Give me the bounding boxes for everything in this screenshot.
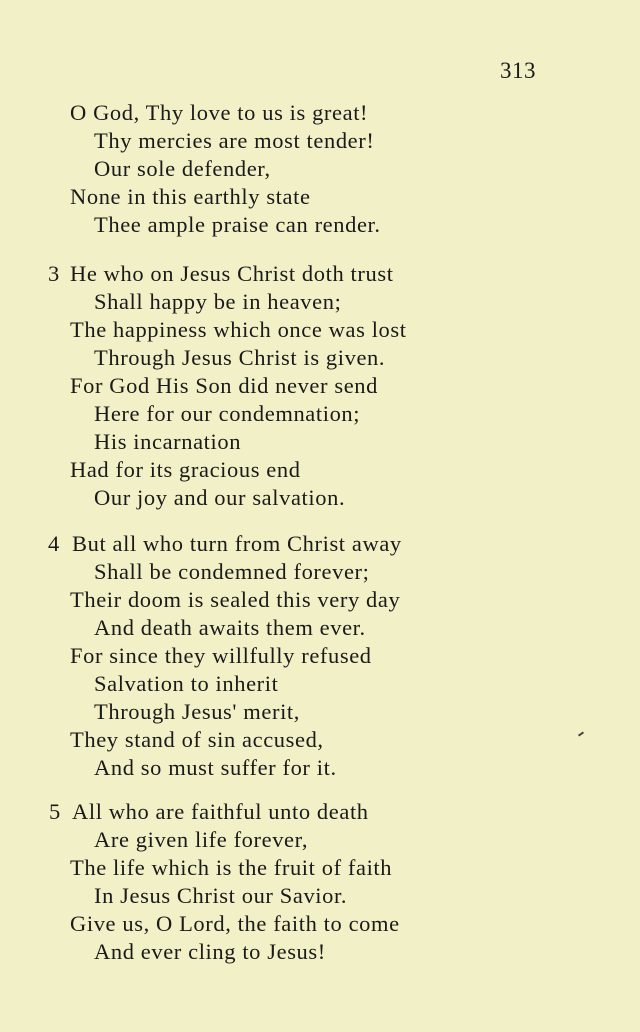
hymn-line: Our joy and our salvation. — [94, 485, 346, 510]
hymn-line: For since they willfully refused — [70, 643, 372, 668]
hymn-line: Are given life forever, — [94, 827, 309, 852]
hymn-line: Salvation to inherit — [94, 671, 279, 696]
hymn-line: Their doom is sealed this very day — [70, 587, 401, 612]
hymn-line: He who on Jesus Christ doth trust — [70, 261, 394, 286]
hymn-line: His incarnation — [94, 429, 242, 454]
hymn-line: O God, Thy love to us is great! — [70, 100, 369, 125]
hymn-line: And so must suffer for it. — [94, 755, 337, 780]
hymn-line: Thee ample praise can render. — [94, 212, 381, 237]
hymn-line: And death awaits them ever. — [94, 615, 366, 640]
hymn-line: And ever cling to Jesus! — [94, 939, 326, 964]
hymn-line: Shall happy be in heaven; — [94, 289, 342, 314]
hymn-line: None in this earthly state — [70, 184, 311, 209]
hymn-line: All who are faithful unto death — [72, 799, 369, 824]
hymn-line: But all who turn from Christ away — [72, 531, 402, 556]
verse-number: 3 — [48, 261, 60, 286]
hymn-line: They stand of sin accused, — [70, 727, 324, 752]
ink-speck — [578, 731, 584, 736]
verse-number: 4 — [48, 531, 60, 556]
hymn-line: Thy mercies are most tender! — [94, 128, 375, 153]
hymn-line: Had for its gracious end — [70, 457, 301, 482]
verse-number: 5 — [49, 799, 61, 824]
hymn-line: Through Jesus Christ is given. — [94, 345, 386, 370]
hymn-line: Give us, O Lord, the faith to come — [70, 911, 400, 936]
hymn-line: Through Jesus' merit, — [94, 699, 301, 724]
hymn-line: Shall be condemned forever; — [94, 559, 370, 584]
hymn-line: The life which is the fruit of faith — [70, 855, 393, 880]
hymn-line: The happiness which once was lost — [70, 317, 407, 342]
hymn-line: For God His Son did never send — [70, 373, 378, 398]
page-number: 313 — [500, 58, 536, 83]
hymn-line: In Jesus Christ our Savior. — [94, 883, 348, 908]
hymn-line: Here for our condemnation; — [94, 401, 361, 426]
hymn-line: Our sole defender, — [94, 156, 271, 181]
